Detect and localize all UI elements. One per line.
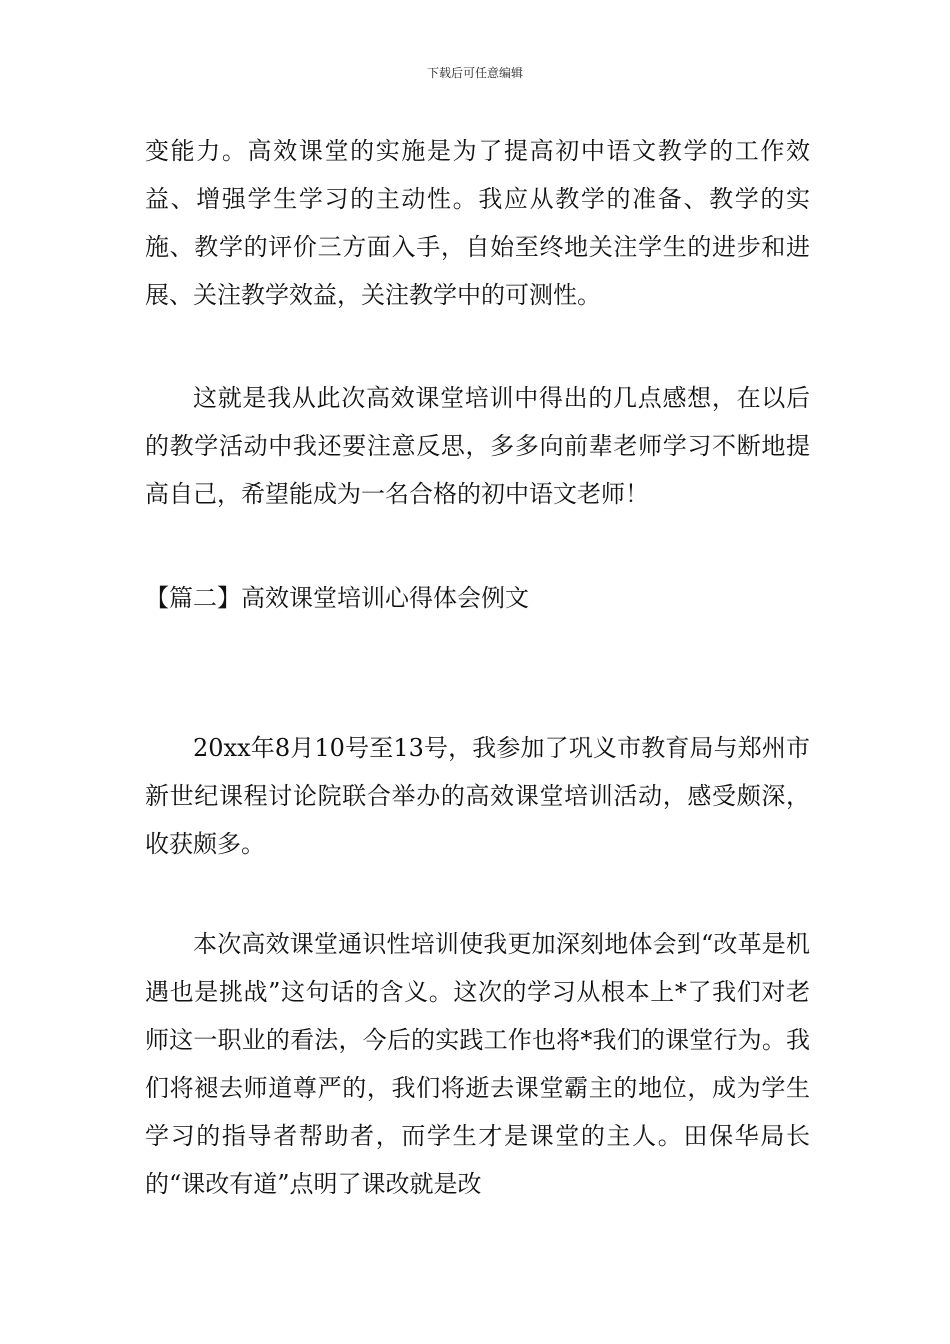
- paragraph-training-intro: 20xx年8月10号至13号，我参加了巩义市教育局与郑州市新世纪课程讨论院联合举办的高效课堂培训活动，感受颇深，收获颇多。: [145, 734, 810, 858]
- paragraph-training-reflection: 本次高效课堂通识性培训使我更加深刻地体会到“改革是机遇也是挑战”这句话的含义。这次的学习从根本上*了我们对老师这一职业的看法，今后的实践工作也将*我们的课堂行为。我们将褪去师道尊严的，我们将逝去课堂霸主的地位，成为学生学习的指导者帮助者，而学生才是课堂的主人。田保华局长的“课改有道”点明了课改就是改: [145, 930, 810, 1198]
- page-header-note: 下载后可任意编辑: [426, 66, 523, 80]
- paragraph-continuation: 变能力。高效课堂的实施是为了提高初中语文教学的工作效益、增强学生学习的主动性。我应从教学的准备、教学的实施、教学的评价三方面入手，自始至终地关注学生的进步和进展、关注教学效益，关注教学中的可测性。: [145, 137, 810, 309]
- section-heading: 【篇二】高效课堂培训心得体会例文: [145, 584, 529, 612]
- paragraph-reflection: 这就是我从此次高效课堂培训中得出的几点感想，在以后的教学活动中我还要注意反思，多多向前辈老师学习不断地提高自己，希望能成为一名合格的初中语文老师！: [145, 384, 810, 508]
